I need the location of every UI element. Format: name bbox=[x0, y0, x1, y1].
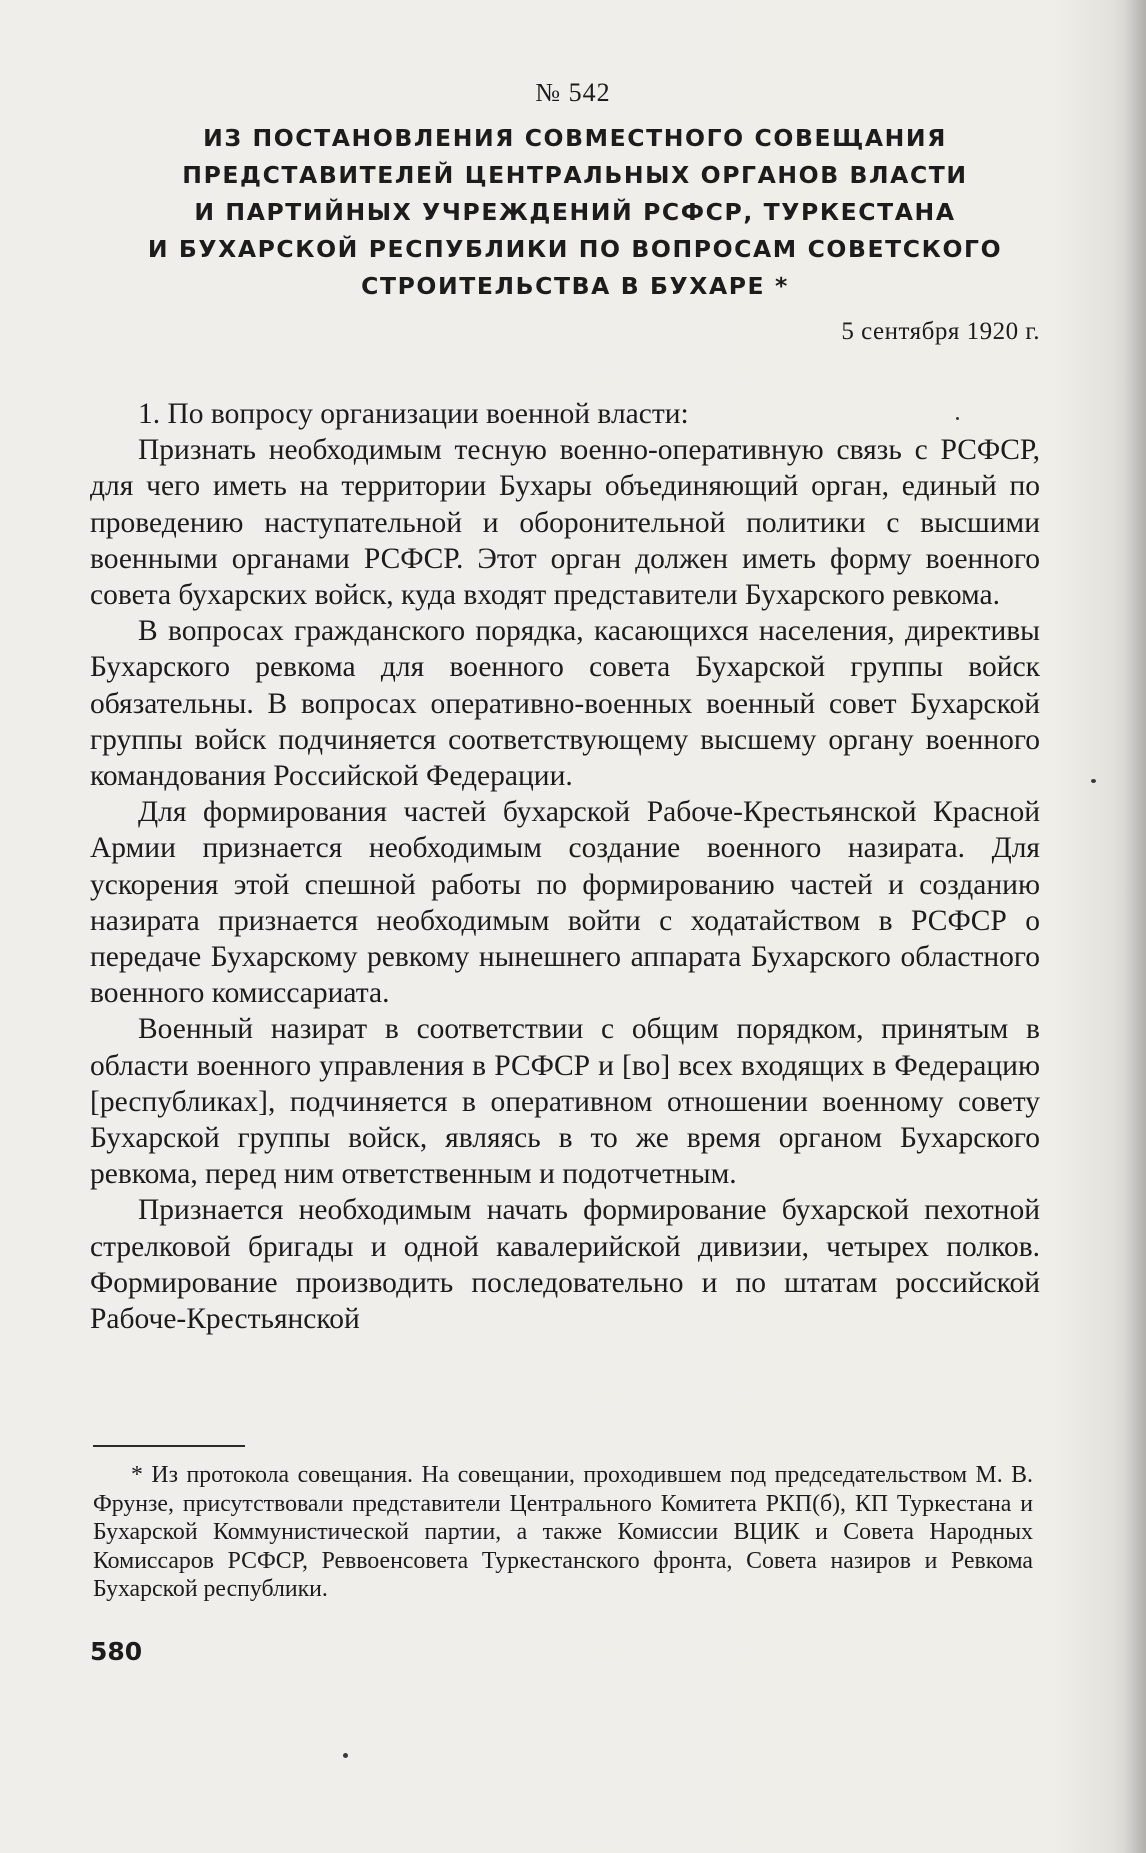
body-paragraph: В вопросах гражданского порядка, касающихся населения, директивы Бухарского ревкома для военного совета Бухарской группы войск обязательны. В вопросах оперативно-военных военный совет Бухарской группы войск подчиняется соответствующему высшему органу военного командования Российской Федерации. bbox=[90, 615, 1040, 793]
footnote-divider bbox=[93, 1445, 245, 1447]
print-speck bbox=[343, 1753, 348, 1758]
page-number: 580 bbox=[90, 1637, 143, 1666]
title-line: СТРОИТЕЛЬСТВА В БУХАРЕ * bbox=[361, 272, 789, 300]
document-title bbox=[130, 120, 1020, 305]
document-date: 5 сентября 1920 г. bbox=[841, 318, 1040, 345]
body-paragraph: 1. По вопросу организации военной власти: bbox=[138, 398, 689, 430]
title-line: ИЗ ПОСТАНОВЛЕНИЯ СОВМЕСТНОГО СОВЕЩАНИЯ bbox=[203, 124, 947, 152]
footnote bbox=[93, 1461, 1033, 1604]
print-speck bbox=[956, 417, 959, 420]
footnote-text: * Из протокола совещания. На совещании, проходившем под председательством М. В. Фрунзе, присутствовали представители Центрального Комитета РКП(б), КП Туркестана и Бухарской Коммунистической партии, а также Комиссии ВЦИК и Совета Народных Комиссаров РСФСР, Реввоенсовета Туркестанского фронта, Совета назиров и Ревкома Бухарской республики. bbox=[93, 1462, 1033, 1602]
title-line: И ПАРТИЙНЫХ УЧРЕЖДЕНИЙ РСФСР, ТУРКЕСТАНА bbox=[194, 198, 956, 226]
document-number: № 542 bbox=[535, 78, 611, 107]
body-paragraph: Признать необходимым тесную военно-оперативную связь с РСФСР, для чего иметь на территории Бухары объединяющий орган, единый по проведению наступательной и оборонительной политики с высшими военными органами РСФСР. Этот орган должен иметь форму военного совета бухарских войск, куда входят представители Бухарского ревкома. bbox=[90, 434, 1040, 612]
page-edge-shadow bbox=[1124, 0, 1146, 1853]
print-speck bbox=[1091, 779, 1096, 783]
body-paragraph: Для формирования частей бухарской Рабоче-Крестьянской Красной Армии признается необходимым создание военного назирата. Для ускорения этой спешной работы по формированию частей и созданию назирата признается необходимым войти с ходатайством в РСФСР о передаче Бухарскому ревкому нынешнего аппарата Бухарского областного военного комиссариата. bbox=[90, 796, 1040, 1010]
body-paragraph: Военный назират в соответствии с общим порядком, принятым в области военного управления в РСФСР и [во] всех входящих в Федерацию [республиках], подчиняется в оперативном отношении военному совету Бухарской группы войск, являясь в то же время органом Бухарского ревкома, перед ним ответственным и подотчетным. bbox=[90, 1013, 1040, 1191]
title-line: И БУХАРСКОЙ РЕСПУБЛИКИ ПО ВОПРОСАМ СОВЕТСКОГО bbox=[147, 235, 1003, 263]
document-body bbox=[90, 396, 1040, 1337]
body-paragraph: Признается необходимым начать формирование бухарской пехотной стрелковой бригады и одной кавалерийской дивизии, четырех полков. Формирование производить последовательно и по штатам российской Рабоче-Крестьянской bbox=[90, 1194, 1040, 1336]
title-line: ПРЕДСТАВИТЕЛЕЙ ЦЕНТРАЛЬНЫХ ОРГАНОВ ВЛАСТИ bbox=[182, 161, 968, 189]
